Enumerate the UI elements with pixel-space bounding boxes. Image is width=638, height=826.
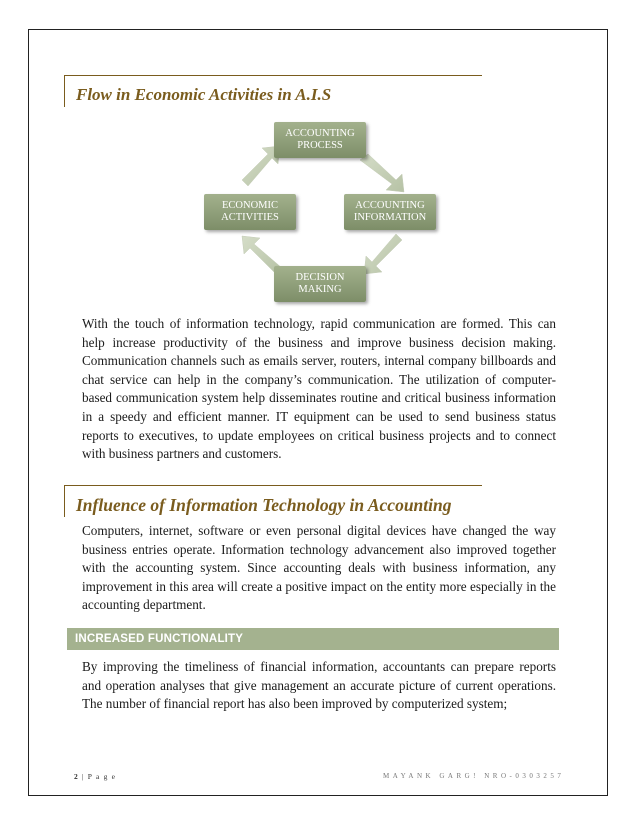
node-accounting-process: ACCOUNTING PROCESS bbox=[274, 122, 366, 158]
paragraph-influence: Computers, internet, software or even personal digital devices have changed the way business entries operate. Information technology advancement also improved together with the accounting system. Since accounting deals with business information, any improvement in this area will create a positive impact on the entity more especially in the accounting department. bbox=[82, 523, 556, 613]
subsection-bar bbox=[67, 628, 559, 650]
subsection-bar-label: INCREASED FUNCTIONALITY bbox=[75, 633, 244, 645]
section-heading-influence bbox=[64, 485, 482, 517]
arrow-right-to-bottom bbox=[364, 234, 402, 274]
paragraph-communication: With the touch of information technology, rapid communication are formed. This can help increase productivity of the business and improve business decision making. Communication channels such as emails server, routers, internal company billboards and chat service can help in the company’s communication. The utilization of computer-based communication system help disseminates routine and critical business information in a speedy and efficient manner. IT equipment can be used to send business status reports to executives, to update employees on critical business projects and to connect with business partners and customers. bbox=[82, 316, 556, 462]
section-heading-text: Influence of Information Technology in Accounting bbox=[76, 495, 452, 515]
section-heading-flow bbox=[64, 75, 482, 107]
arrow-top-to-right bbox=[360, 154, 404, 192]
page-number: 2 bbox=[74, 772, 79, 781]
node-accounting-information: ACCOUNTING INFORMATION bbox=[344, 194, 436, 230]
paragraph-functionality: By improving the timeliness of financial information, accountants can prepare reports and operation analyses that give management an accurate picture of current operations. The number of financial report has also been improved by computerized system; bbox=[82, 659, 556, 712]
page-footer-author: MAYANK GARG! NRO-0303257 bbox=[383, 772, 565, 780]
flow-cycle-diagram bbox=[190, 110, 450, 310]
section-heading-text: Flow in Economic Activities in A.I.S bbox=[76, 85, 332, 104]
node-decision-making: DECISION MAKING bbox=[274, 266, 366, 302]
page-footer-number bbox=[74, 772, 116, 781]
page-label: | P a g e bbox=[78, 772, 117, 781]
node-economic-activities: ECONOMIC ACTIVITIES bbox=[204, 194, 296, 230]
